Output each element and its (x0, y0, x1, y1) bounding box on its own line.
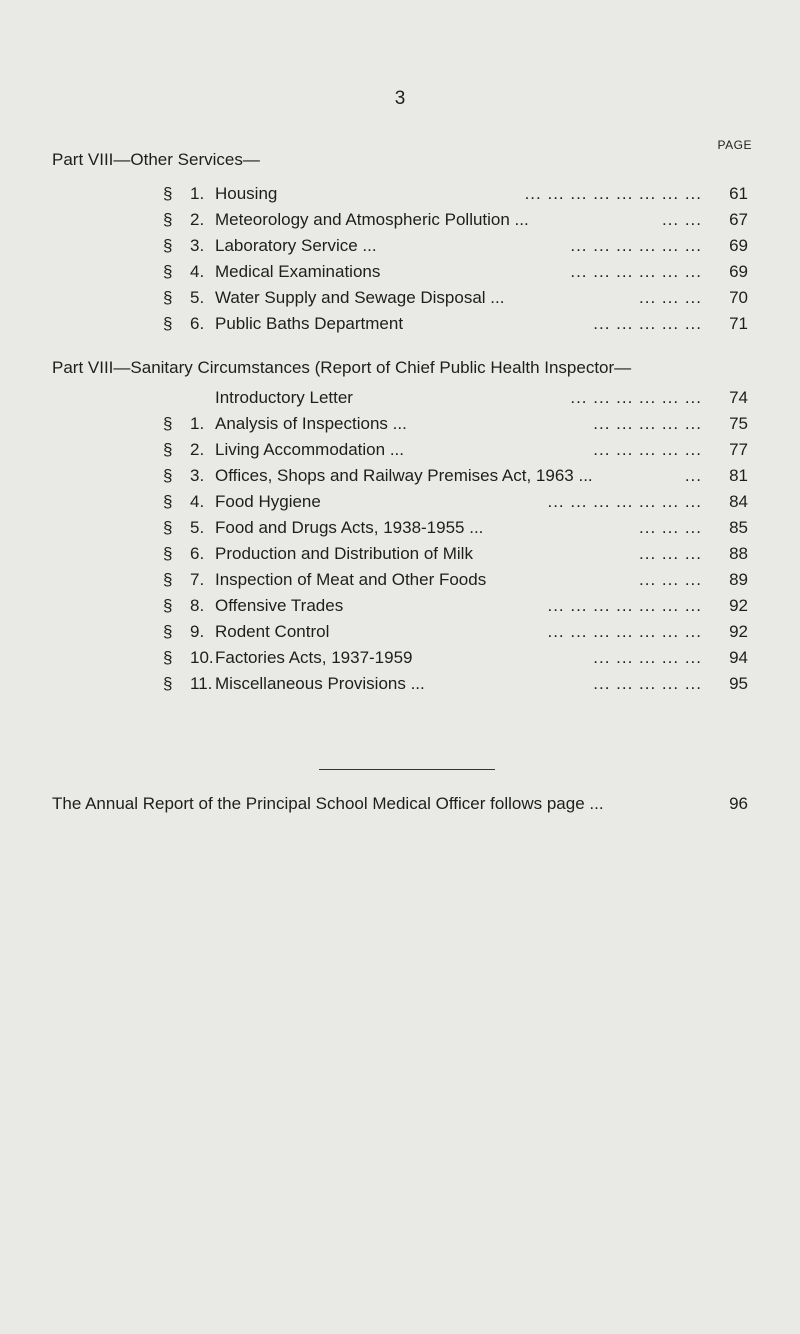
dot-leader: ... ... ... ... ... ... (570, 388, 702, 407)
entry-title: Medical Examinations (215, 262, 381, 281)
toc-entry[interactable] (52, 492, 748, 516)
entry-title: Miscellaneous Provisions ... (215, 674, 425, 693)
section-symbol: § (163, 544, 173, 563)
toc-entry[interactable] (52, 184, 748, 208)
section-symbol: § (163, 236, 173, 255)
entry-page: 69 (729, 236, 748, 255)
toc-entry[interactable] (52, 518, 748, 542)
dot-leader: ... (684, 466, 702, 485)
entry-page: 75 (729, 414, 748, 433)
entry-number: 5. (190, 518, 205, 537)
footer-page: 96 (729, 794, 748, 813)
entry-page: 77 (729, 440, 748, 459)
section-symbol: § (163, 314, 173, 333)
dot-leader: ... ... ... ... ... (593, 440, 702, 459)
section-symbol: § (163, 466, 173, 485)
entry-page: 71 (729, 314, 748, 333)
toc-entry[interactable] (52, 466, 748, 490)
entry-title: Meteorology and Atmospheric Pollution ... (215, 210, 529, 229)
section-symbol: § (163, 492, 173, 511)
section-symbol: § (163, 414, 173, 433)
divider (319, 769, 495, 770)
toc-entry[interactable] (52, 674, 748, 698)
dot-leader: ... ... ... ... ... (593, 674, 702, 693)
entry-title: Laboratory Service ... (215, 236, 377, 255)
page-number: 3 (394, 88, 406, 109)
entry-title: Water Supply and Sewage Disposal ... (215, 288, 505, 307)
section-symbol: § (163, 440, 173, 459)
section-symbol: § (163, 674, 173, 693)
dot-leader: ... ... ... ... ... ... ... (547, 622, 702, 641)
part-heading-other-services: Part VIII—Other Services— (52, 150, 260, 169)
entry-page: 81 (729, 466, 748, 485)
entry-number: 1. (190, 184, 205, 203)
entry-title: Factories Acts, 1937-1959 (215, 648, 413, 667)
entry-number: 4. (190, 262, 205, 281)
entry-title: Food and Drugs Acts, 1938-1955 ... (215, 518, 484, 537)
entry-number: 11. (190, 674, 213, 693)
section-symbol: § (163, 648, 173, 667)
dot-leader: ... ... ... ... ... (593, 314, 702, 333)
entry-page: 69 (729, 262, 748, 281)
dot-leader: ... ... ... ... ... (593, 648, 702, 667)
entry-title: Living Accommodation ... (215, 440, 404, 459)
section-symbol: § (163, 518, 173, 537)
footer-note[interactable] (52, 794, 748, 814)
entry-number: 2. (190, 210, 205, 229)
entry-page: 92 (729, 596, 748, 615)
entry-title: Offensive Trades (215, 596, 344, 615)
entry-title: Public Baths Department (215, 314, 404, 333)
entry-number: 10. (190, 648, 214, 667)
entry-page: 92 (729, 622, 748, 641)
dot-leader: ... ... ... (639, 288, 702, 307)
toc-entry[interactable] (52, 622, 748, 646)
entry-page: 67 (729, 210, 748, 229)
dot-leader: ... ... ... ... ... ... (570, 236, 702, 255)
entry-number: 2. (190, 440, 205, 459)
part-heading-sanitary-circumstances: Part VIII—Sanitary Circumstances (Report of Chief Public Health Inspector— (52, 358, 632, 377)
dot-leader: ... ... ... ... ... ... (570, 262, 702, 281)
entry-page: 88 (729, 544, 748, 563)
entry-number: 3. (190, 466, 205, 485)
entry-number: 8. (190, 596, 205, 615)
toc-entry[interactable] (52, 314, 748, 338)
entry-title: Offices, Shops and Railway Premises Act, 1963 ... (215, 466, 593, 485)
entry-number: 7. (190, 570, 205, 589)
entry-page: 70 (729, 288, 748, 307)
section-symbol: § (163, 596, 173, 615)
toc-entry[interactable] (52, 210, 748, 234)
section-symbol: § (163, 184, 173, 203)
dot-leader: ... ... ... ... ... ... ... (547, 596, 702, 615)
entry-title: Rodent Control (215, 622, 330, 641)
entry-page: 95 (729, 674, 748, 693)
toc-entry[interactable] (52, 414, 748, 438)
entry-title: Housing (215, 184, 278, 203)
entry-number: 6. (190, 544, 205, 563)
toc-entry-introductory-letter[interactable] (52, 388, 748, 412)
toc-entry[interactable] (52, 262, 748, 286)
entry-page: 94 (729, 648, 748, 667)
section-symbol: § (163, 288, 173, 307)
entry-number: 5. (190, 288, 205, 307)
section-symbol: § (163, 262, 173, 281)
entry-title: Introductory Letter (215, 388, 353, 407)
dot-leader: ... ... (661, 210, 702, 229)
entry-number: 1. (190, 414, 205, 433)
dot-leader: ... ... ... (639, 570, 702, 589)
dot-leader: ... ... ... (639, 544, 702, 563)
dot-leader: ... ... ... (639, 518, 702, 537)
toc-entry[interactable] (52, 648, 748, 672)
toc-entry[interactable] (52, 236, 748, 260)
dot-leader: ... ... ... ... ... ... ... ... (524, 184, 702, 203)
entry-title: Analysis of Inspections ... (215, 414, 407, 433)
entry-page: 61 (729, 184, 748, 203)
entry-title: Food Hygiene (215, 492, 321, 511)
entry-page: 74 (729, 388, 748, 407)
entry-number: 4. (190, 492, 205, 511)
toc-entry[interactable] (52, 288, 748, 312)
toc-entry[interactable] (52, 570, 748, 594)
toc-entry[interactable] (52, 440, 748, 464)
entry-number: 3. (190, 236, 205, 255)
entry-page: 89 (729, 570, 748, 589)
dot-leader: ... ... ... ... ... ... ... (547, 492, 702, 511)
section-symbol: § (163, 210, 173, 229)
page-column-label: PAGE (717, 138, 752, 152)
section-symbol: § (163, 622, 173, 641)
toc-entry[interactable] (52, 596, 748, 620)
dot-leader: ... ... ... ... ... (593, 414, 702, 433)
footer-text: The Annual Report of the Principal School Medical Officer follows page ... (52, 794, 604, 813)
entry-page: 85 (729, 518, 748, 537)
entry-number: 6. (190, 314, 205, 333)
section-symbol: § (163, 570, 173, 589)
toc-entry[interactable] (52, 544, 748, 568)
entry-title: Inspection of Meat and Other Foods (215, 570, 487, 589)
entry-page: 84 (729, 492, 748, 511)
entry-title: Production and Distribution of Milk (215, 544, 473, 563)
entry-number: 9. (190, 622, 205, 641)
